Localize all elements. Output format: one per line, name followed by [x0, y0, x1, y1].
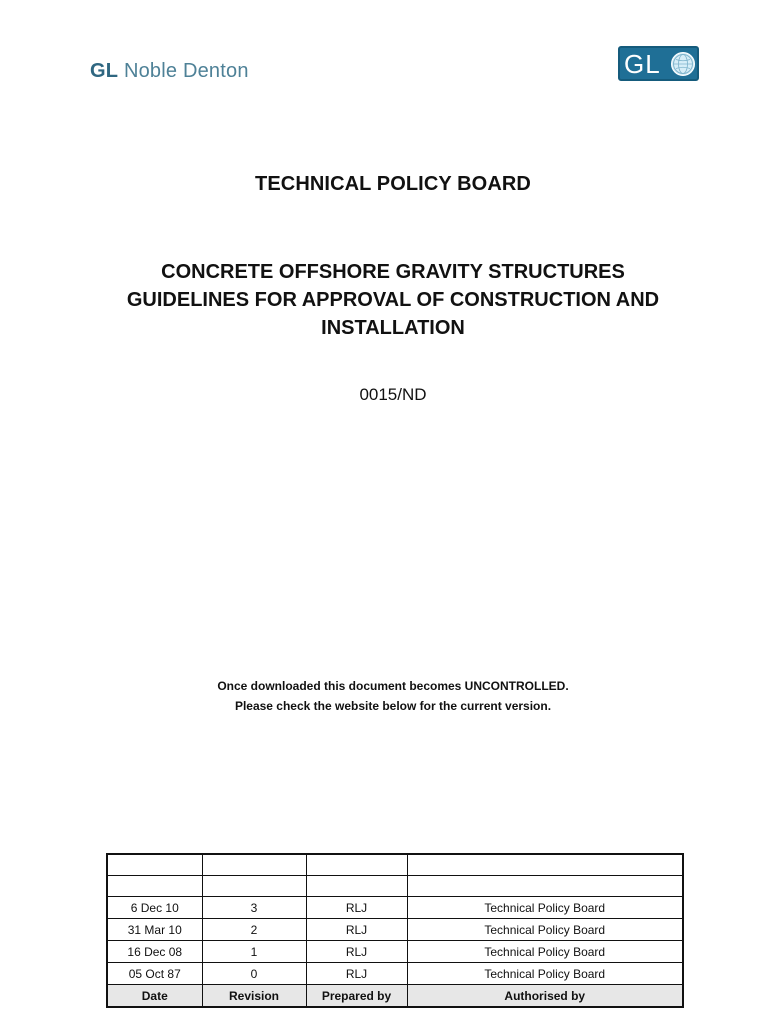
table-row: [107, 897, 683, 919]
document-code: 0015/ND: [359, 385, 427, 404]
notice-line: Please check the website below for the current version.: [234, 699, 552, 713]
prepared-by-cell: RLJ: [306, 941, 407, 963]
date-cell: 6 Dec 10: [107, 897, 202, 919]
wordmark-name: Noble Denton: [123, 60, 249, 82]
table-row: [107, 919, 683, 941]
date-cell: 16 Dec 08: [107, 941, 202, 963]
revision-cell: 3: [202, 897, 306, 919]
table-cell: [306, 854, 407, 876]
prepared-by-cell: RLJ: [306, 897, 407, 919]
table-cell: [107, 876, 202, 897]
column-header-authorised-by: Authorised by: [407, 985, 683, 1008]
revision-cell: 2: [202, 919, 306, 941]
gl-logo: [618, 46, 699, 81]
authorised-by-cell: Technical Policy Board: [407, 919, 683, 941]
table-header-row: [107, 985, 683, 1008]
date-cell: 05 Oct 87: [107, 963, 202, 985]
authorised-by-cell: Technical Policy Board: [407, 897, 683, 919]
globe-icon: [671, 52, 695, 76]
table-cell: [202, 854, 306, 876]
document-title: [0, 258, 768, 342]
table-cell: [407, 876, 683, 897]
revision-cell: 1: [202, 941, 306, 963]
table-cell: [306, 876, 407, 897]
date-cell: 31 Mar 10: [107, 919, 202, 941]
authorised-by-cell: Technical Policy Board: [407, 963, 683, 985]
table-cell: [107, 854, 202, 876]
authorised-by-cell: Technical Policy Board: [407, 941, 683, 963]
document-title-line: CONCRETE OFFSHORE GRAVITY STRUCTURES: [161, 261, 625, 283]
document-title-line: GUIDELINES FOR APPROVAL OF CONSTRUCTION AND: [126, 289, 660, 311]
revision-cell: 0: [202, 963, 306, 985]
table-row: [107, 963, 683, 985]
wordmark-gl: GL: [90, 60, 119, 82]
board-title: TECHNICAL POLICY BOARD: [255, 173, 531, 195]
notice-line: Once downloaded this document becomes UNCONTROLLED.: [217, 679, 569, 693]
table-cell: [202, 876, 306, 897]
table-row-blank: [107, 876, 683, 897]
column-header-revision: Revision: [202, 985, 306, 1008]
table-row: [107, 941, 683, 963]
column-header-date: Date: [107, 985, 202, 1008]
company-wordmark: [90, 60, 249, 83]
uncontrolled-notice: [0, 676, 768, 716]
prepared-by-cell: RLJ: [306, 963, 407, 985]
prepared-by-cell: RLJ: [306, 919, 407, 941]
document-title-line: INSTALLATION: [321, 317, 465, 339]
logo-text: GL: [624, 49, 661, 79]
column-header-prepared-by: Prepared by: [306, 985, 407, 1008]
revision-table: [106, 853, 684, 1008]
table-cell: [407, 854, 683, 876]
table-row-blank: [107, 854, 683, 876]
